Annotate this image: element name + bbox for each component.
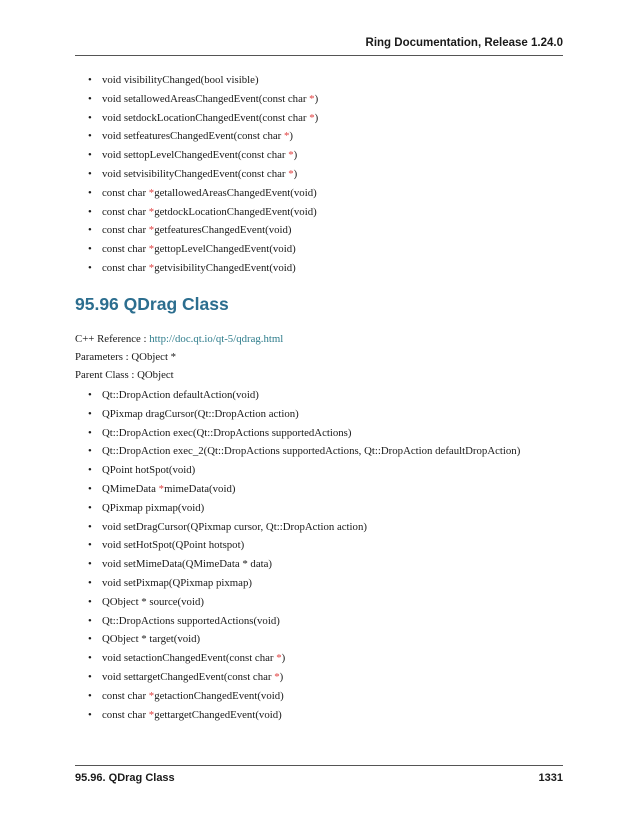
signature-text: void setPixmap(QPixmap pixmap) [102, 576, 252, 589]
signature-text: Qt::DropActions supportedActions(void) [102, 614, 280, 627]
signature-text: void setHotSpot(QPoint hotspot) [102, 539, 245, 552]
signature-text: ) [289, 130, 293, 143]
bullet-icon: • [88, 186, 92, 199]
bullet-icon: • [88, 558, 92, 571]
method-list-qdrag [90, 386, 520, 724]
cpp-reference-label: C++ Reference : [75, 333, 150, 345]
list-item [90, 536, 520, 555]
bullet-icon: • [88, 426, 92, 439]
list-item [90, 71, 318, 90]
method-signature [102, 386, 259, 405]
list-item [90, 461, 520, 480]
signature-text: void settargetChangedEvent(const char [102, 670, 275, 683]
bullet-icon: • [88, 539, 92, 552]
method-signature [102, 649, 285, 668]
running-header: Ring Documentation, Release 1.24.0 [365, 37, 563, 49]
method-signature [102, 424, 351, 443]
pointer-asterisk: * [148, 224, 155, 237]
list-item [90, 687, 520, 706]
bullet-icon: • [88, 670, 92, 683]
pointer-asterisk: * [148, 261, 155, 274]
pointer-asterisk: * [309, 92, 315, 105]
bullet-icon: • [88, 464, 92, 477]
list-item [90, 386, 520, 405]
list-item [90, 109, 318, 128]
method-signature [102, 574, 252, 593]
signature-text: const char [102, 243, 149, 256]
list-item [90, 668, 520, 687]
method-signature [102, 480, 235, 499]
bullet-icon: • [88, 389, 92, 401]
method-signature [102, 536, 244, 555]
pointer-asterisk: * [148, 186, 155, 199]
method-signature [102, 612, 280, 631]
signature-text: void setDragCursor(QPixmap cursor, Qt::DropAction action) [102, 520, 367, 533]
method-signature [102, 499, 204, 518]
bullet-icon: • [88, 149, 92, 162]
bullet-icon: • [88, 167, 92, 180]
list-item [90, 630, 520, 649]
cpp-reference-line [75, 333, 283, 345]
header-rule [75, 55, 563, 56]
bullet-icon: • [88, 520, 92, 533]
method-signature [102, 203, 317, 222]
signature-text: Qt::DropAction defaultAction(void) [102, 389, 259, 401]
method-signature [102, 706, 282, 725]
bullet-icon: • [88, 74, 92, 86]
pointer-asterisk: * [148, 708, 155, 721]
signature-text: QPixmap dragCursor(Qt::DropAction action) [102, 407, 299, 420]
method-signature [102, 405, 299, 424]
signature-text: QPixmap pixmap(void) [102, 501, 205, 514]
signature-text: getvisibilityChangedEvent(void) [154, 261, 296, 274]
method-signature [102, 240, 296, 259]
section-heading: 95.96 QDrag Class [75, 294, 229, 314]
list-item [90, 649, 520, 668]
signature-text: void settopLevelChangedEvent(const char [102, 149, 289, 162]
list-item [90, 518, 520, 537]
list-item [90, 203, 318, 222]
signature-text: const char [102, 224, 149, 237]
pointer-asterisk: * [288, 167, 294, 180]
list-item [90, 184, 318, 203]
signature-text: ) [314, 111, 319, 124]
signature-text: void setdockLocationChangedEvent(const char [102, 111, 310, 124]
signature-text: const char [102, 261, 149, 274]
signature-text: ) [293, 167, 298, 180]
signature-text: getdockLocationChangedEvent(void) [154, 205, 317, 218]
page-number: 1331 [538, 772, 563, 784]
signature-text: gettargetChangedEvent(void) [154, 708, 282, 721]
bullet-icon: • [88, 614, 92, 627]
list-item [90, 424, 520, 443]
list-item [90, 127, 318, 146]
signature-text: const char [102, 689, 149, 702]
bullet-icon: • [88, 482, 92, 495]
signature-text: const char [102, 708, 149, 721]
bullet-icon: • [88, 243, 92, 256]
pointer-asterisk: * [283, 130, 290, 143]
signature-text: ) [279, 670, 284, 683]
list-item [90, 165, 318, 184]
bullet-icon: • [88, 92, 92, 105]
method-list-previous [90, 71, 318, 278]
list-item [90, 612, 520, 631]
signature-text: mimeData(void) [164, 482, 236, 495]
method-signature [102, 71, 259, 90]
signature-text: ) [314, 92, 319, 105]
method-signature [102, 630, 200, 649]
signature-text: void setactionChangedEvent(const char [102, 652, 277, 665]
footer-rule [75, 765, 563, 766]
signature-text: Qt::DropAction exec(Qt::DropActions supportedActions) [102, 426, 352, 439]
bullet-icon: • [88, 445, 92, 458]
method-signature [102, 184, 317, 203]
method-signature [102, 593, 204, 612]
signature-text: QMimeData [102, 482, 159, 495]
pointer-asterisk: * [148, 689, 155, 702]
cpp-reference-link[interactable]: http://doc.qt.io/qt-5/qdrag.html [149, 333, 284, 345]
parent-class-line: Parent Class : QObject [75, 369, 174, 381]
signature-text: gettopLevelChangedEvent(void) [154, 243, 296, 256]
bullet-icon: • [88, 633, 92, 646]
method-signature [102, 518, 367, 537]
bullet-icon: • [88, 652, 92, 665]
signature-text: void setfeaturesChangedEvent(const char [102, 130, 284, 143]
bullet-icon: • [88, 576, 92, 589]
signature-text: QObject * source(void) [102, 595, 204, 608]
bullet-icon: • [88, 205, 92, 218]
method-signature [102, 109, 318, 128]
list-item [90, 405, 520, 424]
list-item [90, 593, 520, 612]
pointer-asterisk: * [274, 670, 280, 683]
list-item [90, 259, 318, 278]
signature-text: getactionChangedEvent(void) [154, 689, 284, 702]
list-item [90, 221, 318, 240]
signature-text: void setMimeData(QMimeData * data) [102, 558, 272, 571]
signature-text: getfeaturesChangedEvent(void) [154, 224, 292, 237]
bullet-icon: • [88, 689, 92, 702]
list-item [90, 146, 318, 165]
method-signature [102, 442, 520, 461]
signature-text: ) [281, 652, 286, 665]
method-signature [102, 90, 318, 109]
list-item [90, 442, 520, 461]
list-item [90, 499, 520, 518]
bullet-icon: • [88, 708, 92, 721]
list-item [90, 706, 520, 725]
signature-text: ) [293, 149, 298, 162]
signature-text: const char [102, 205, 149, 218]
bullet-icon: • [88, 111, 92, 124]
signature-text: Qt::DropAction exec_2(Qt::DropActions supportedActions, Qt::DropAction defaultDropAction) [102, 445, 521, 458]
signature-text: void setallowedAreasChangedEvent(const char [102, 92, 310, 105]
method-signature [102, 259, 296, 278]
method-signature [102, 687, 284, 706]
list-item [90, 90, 318, 109]
bullet-icon: • [88, 224, 92, 237]
list-item [90, 555, 520, 574]
signature-text: getallowedAreasChangedEvent(void) [154, 186, 317, 199]
pointer-asterisk: * [276, 652, 282, 665]
signature-text: QPoint hotSpot(void) [102, 464, 196, 477]
bullet-icon: • [88, 407, 92, 420]
list-item [90, 480, 520, 499]
parameters-line: Parameters : QObject * [75, 351, 177, 363]
bullet-icon: • [88, 261, 92, 274]
method-signature [102, 127, 293, 146]
pointer-asterisk: * [148, 243, 155, 256]
method-signature [102, 146, 297, 165]
pointer-asterisk: * [288, 149, 294, 162]
signature-text: const char [102, 186, 149, 199]
method-signature [102, 221, 292, 240]
signature-text: void setvisibilityChangedEvent(const char [102, 167, 289, 180]
method-signature [102, 668, 283, 687]
method-signature [102, 461, 195, 480]
footer-section-label: 95.96. QDrag Class [75, 772, 175, 784]
signature-text: QObject * target(void) [102, 633, 201, 646]
list-item [90, 240, 318, 259]
bullet-icon: • [88, 130, 92, 143]
signature-text: void visibilityChanged(bool visible) [102, 74, 259, 86]
list-item [90, 574, 520, 593]
pointer-asterisk: * [158, 482, 165, 495]
bullet-icon: • [88, 595, 92, 608]
method-signature [102, 555, 272, 574]
pointer-asterisk: * [309, 111, 315, 124]
method-signature [102, 165, 297, 184]
pointer-asterisk: * [148, 205, 155, 218]
bullet-icon: • [88, 501, 92, 514]
